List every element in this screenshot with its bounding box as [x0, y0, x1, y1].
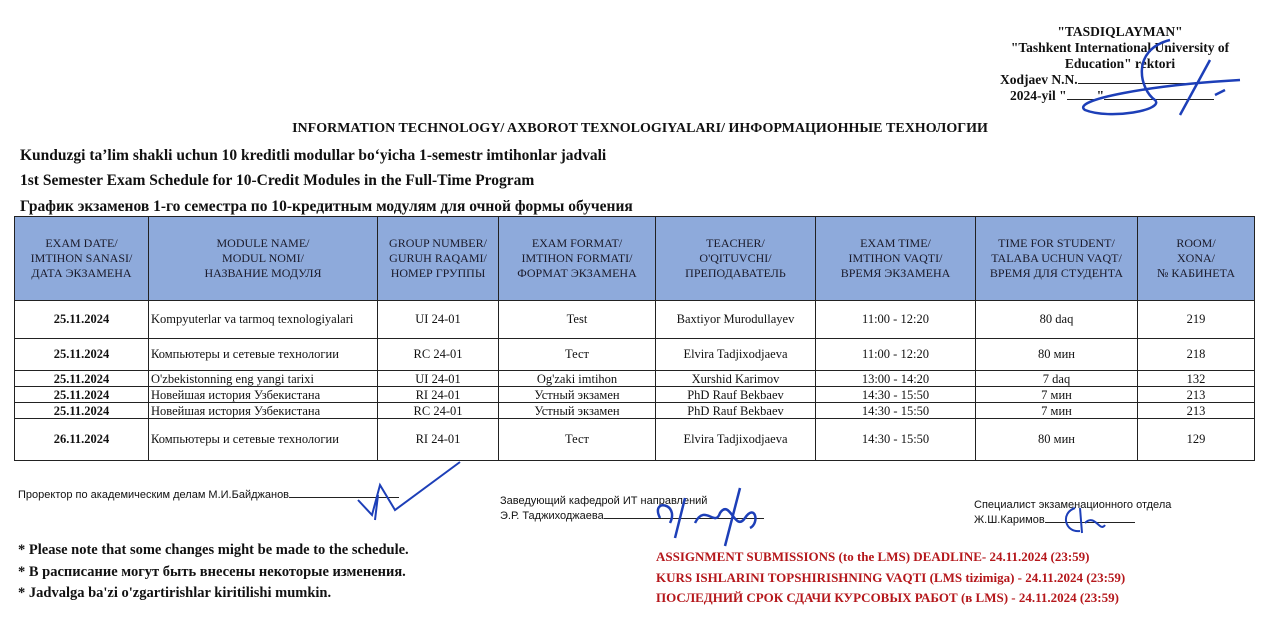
group-number-cell: RC 24-01 [378, 403, 499, 419]
room-cell: 218 [1138, 339, 1255, 371]
column-header [15, 217, 149, 301]
exam-format-cell: Og'zaki imtihon [499, 371, 656, 387]
column-header-line: ФОРМАТ ЭКЗАМЕНА [517, 266, 637, 280]
prorector-signature-line: Проректор по академическим делам М.И.Байджанов [18, 488, 399, 503]
exam-schedule-table [14, 216, 1255, 461]
exam-time-cell: 14:30 - 15:50 [816, 403, 976, 419]
exam-format-cell: Тест [499, 339, 656, 371]
student-time-cell: 7 мин [976, 403, 1138, 419]
group-number-cell: UI 24-01 [378, 371, 499, 387]
exam-format-cell: Тест [499, 419, 656, 461]
column-header-line: MODULE NAME/ [216, 236, 310, 250]
deadline-uz: KURS ISHLARINI TOPSHIRISHNING VAQTI (LMS tizimiga) - 24.11.2024 (23:59) [656, 570, 1126, 585]
exam-date-cell: 25.11.2024 [15, 339, 149, 371]
approval-date: 2024-yil " [1010, 88, 1067, 103]
title-uz: Kunduzgi ta’lim shakli uchun 10 kreditli modullar bo‘yicha 1-semestr imtihonlar jadvali [20, 147, 607, 164]
group-number-cell: RI 24-01 [378, 419, 499, 461]
column-header-line: XONA/ [1177, 251, 1215, 265]
approval-name: Xodjaev N.N. [1000, 72, 1078, 87]
column-header-line: IMTIHON FORMATI/ [521, 251, 633, 265]
student-time-cell: 80 daq [976, 301, 1138, 339]
student-time-cell: 7 daq [976, 371, 1138, 387]
column-header-line: ROOM/ [1176, 236, 1216, 250]
column-header-line: IMTIHON VAQTI/ [848, 251, 943, 265]
exam-format-cell: Test [499, 301, 656, 339]
module-name-cell: Новейшая история Узбекистана [149, 387, 378, 403]
teacher-cell: Xurshid Karimov [656, 371, 816, 387]
column-header-line: TALABA UCHUN VAQT/ [991, 251, 1122, 265]
teacher-cell: PhD Rauf Bekbaev [656, 403, 816, 419]
specialist-title: Специалист экзаменационного отдела [974, 499, 1172, 511]
column-header-line: НАЗВАНИЕ МОДУЛЯ [204, 266, 322, 280]
teacher-cell: Baxtiyor Murodullayev [656, 301, 816, 339]
room-cell: 213 [1138, 403, 1255, 419]
note-ru: * В расписание могут быть внесены некоторые изменения. [18, 564, 406, 580]
note-uz: * Jadvalga ba'zi o'zgartirishlar kiritilishi mumkin. [18, 585, 332, 601]
approval-rector: Education" rektori [1064, 56, 1176, 71]
note-en: * Please note that some changes might be made to the schedule. [18, 542, 409, 558]
column-header-line: ВРЕМЯ ЭКЗАМЕНА [840, 266, 951, 280]
column-header-line: GURUH RAQAMI/ [389, 251, 487, 265]
group-number-cell: UI 24-01 [378, 301, 499, 339]
column-header [976, 217, 1138, 301]
column-header-line: IMTIHON SANASI/ [30, 251, 133, 265]
teacher-cell: Elvira Tadjixodjaeva [656, 419, 816, 461]
exam-format-cell: Устный экзамен [499, 403, 656, 419]
exam-date-cell: 25.11.2024 [15, 403, 149, 419]
column-header-line: EXAM TIME/ [860, 236, 931, 250]
exam-time-cell: 11:00 - 12:20 [816, 301, 976, 339]
column-header-line: GROUP NUMBER/ [389, 236, 487, 250]
column-header [499, 217, 656, 301]
exam-time-cell: 11:00 - 12:20 [816, 339, 976, 371]
room-cell: 213 [1138, 387, 1255, 403]
column-header-line: TIME FOR STUDENT/ [998, 236, 1115, 250]
group-number-cell: RI 24-01 [378, 387, 499, 403]
column-header [656, 217, 816, 301]
table-row [15, 419, 1255, 461]
approval-heading: "TASDIQLAYMAN" [1057, 24, 1183, 39]
column-header [149, 217, 378, 301]
head-name: Э.Р. Таджиходжаева [500, 510, 604, 522]
exam-time-cell: 14:30 - 15:50 [816, 419, 976, 461]
column-header-line: EXAM DATE/ [45, 236, 118, 250]
table-row [15, 387, 1255, 403]
module-name-cell: Компьютеры и сетевые технологии [149, 419, 378, 461]
column-header-line: O'QITUVCHI/ [699, 251, 772, 265]
column-header-line: MODUL NOMI/ [222, 251, 304, 265]
column-header-line: TEACHER/ [706, 236, 765, 250]
exam-date-cell: 25.11.2024 [15, 301, 149, 339]
teacher-cell: PhD Rauf Bekbaev [656, 387, 816, 403]
column-header [1138, 217, 1255, 301]
column-header [378, 217, 499, 301]
column-header-line: ВРЕМЯ ДЛЯ СТУДЕНТА [989, 266, 1124, 280]
approval-block: "TASDIQLAYMAN" "Tashkent International University of Education" rektori Xodjaev N.N. 2024-yil " " [990, 24, 1250, 104]
module-name-cell: O'zbekistonning eng yangi tarixi [149, 371, 378, 387]
module-name-cell: Новейшая история Узбекистана [149, 403, 378, 419]
title-en: 1st Semester Exam Schedule for 10-Credit Modules in the Full-Time Program [20, 172, 535, 189]
room-cell: 129 [1138, 419, 1255, 461]
student-time-cell: 80 мин [976, 419, 1138, 461]
department-heading: INFORMATION TECHNOLOGY/ AXBOROT TEXNOLOGIYALARI/ ИНФОРМАЦИОННЫЕ ТЕХНОЛОГИИ [292, 121, 988, 136]
deadline-ru: ПОСЛЕДНИЙ СРОК СДАЧИ КУРСОВЫХ РАБОТ (в LMS) - 24.11.2024 (23:59) [656, 590, 1119, 605]
exam-date-cell: 25.11.2024 [15, 387, 149, 403]
group-number-cell: RC 24-01 [378, 339, 499, 371]
approval-university: "Tashkent International University of [1010, 40, 1230, 55]
column-header-line: № КАБИНЕТА [1156, 266, 1236, 280]
student-time-cell: 80 мин [976, 339, 1138, 371]
exam-time-cell: 14:30 - 15:50 [816, 387, 976, 403]
column-header-line: НОМЕР ГРУППЫ [390, 266, 486, 280]
head-signature-block [500, 494, 764, 524]
room-cell: 132 [1138, 371, 1255, 387]
column-header-line: EXAM FORMAT/ [531, 236, 623, 250]
room-cell: 219 [1138, 301, 1255, 339]
exam-format-cell: Устный экзамен [499, 387, 656, 403]
module-name-cell: Kompyuterlar va tarmoq texnologiyalari [149, 301, 378, 339]
exam-time-cell: 13:00 - 14:20 [816, 371, 976, 387]
table-row [15, 403, 1255, 419]
student-time-cell: 7 мин [976, 387, 1138, 403]
column-header-line: ПРЕПОДАВАТЕЛЬ [685, 266, 786, 280]
specialist-signature-block [974, 498, 1171, 528]
head-title: Заведующий кафедрой ИТ направлений [500, 495, 708, 507]
title-ru: График экзаменов 1-го семестра по 10-кредитным модулям для очной формы обучения [20, 198, 633, 215]
exam-date-cell: 25.11.2024 [15, 371, 149, 387]
exam-date-cell: 26.11.2024 [15, 419, 149, 461]
specialist-name: Ж.Ш.Каримов [974, 514, 1045, 526]
table-row [15, 339, 1255, 371]
table-row [15, 301, 1255, 339]
table-header-row [15, 217, 1255, 301]
table-row [15, 371, 1255, 387]
module-name-cell: Компьютеры и сетевые технологии [149, 339, 378, 371]
column-header [816, 217, 976, 301]
teacher-cell: Elvira Tadjixodjaeva [656, 339, 816, 371]
column-header-line: ДАТА ЭКЗАМЕНА [31, 266, 132, 280]
deadline-en: ASSIGNMENT SUBMISSIONS (to the LMS) DEADLINE- 24.11.2024 (23:59) [656, 549, 1090, 564]
